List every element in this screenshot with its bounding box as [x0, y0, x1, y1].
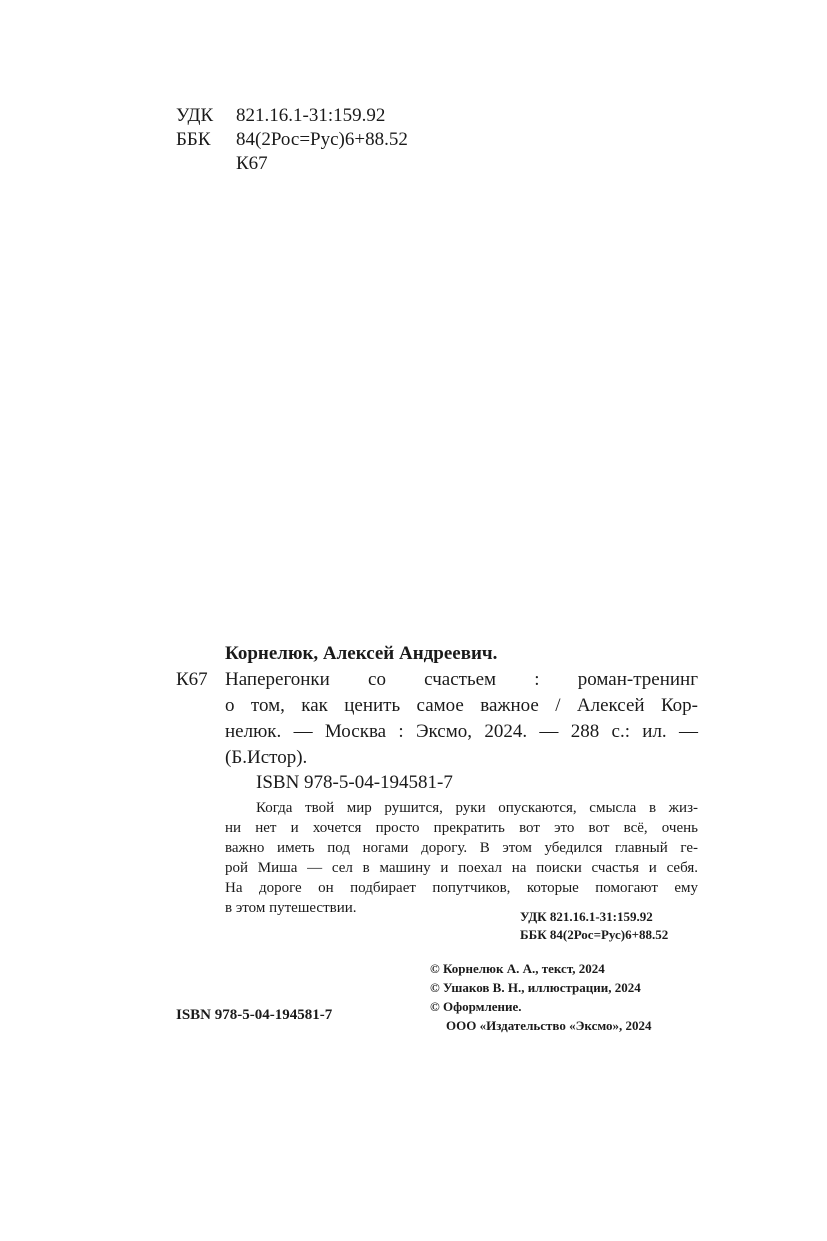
udk-label: УДК — [176, 105, 214, 126]
card-line: Наперегонки со счастьем : роман-тренинг — [225, 669, 698, 690]
card-line: (Б.Истор). — [225, 747, 308, 768]
annotation — [225, 798, 698, 918]
card-line: нелюк. — Москва : Эксмо, 2024. — 288 с.: ил. — — [225, 721, 698, 742]
annotation-line: Когда твой мир рушится, руки опускаются, смысла в жиз- — [256, 800, 698, 816]
author-mark-row — [176, 152, 268, 176]
bottom-udk: УДК 821.16.1-31:159.92 — [520, 909, 653, 924]
copyright-text: © Корнелюк А. А., текст, 2024 — [430, 961, 605, 976]
isbn-bottom: ISBN 978-5-04-194581-7 — [176, 1007, 333, 1023]
annotation-line: важно иметь под ногами дорогу. В этом убедился главный ге- — [225, 840, 698, 856]
udk-row — [176, 104, 385, 128]
copyright-publisher: ООО «Издательство «Эксмо», 2024 — [446, 1018, 652, 1033]
card-description — [225, 667, 698, 771]
copyright-illustrations: © Ушаков В. Н., иллюстрации, 2024 — [430, 980, 641, 995]
udk-value: 821.16.1-31:159.92 — [236, 105, 386, 126]
annotation-line: ни нет и хочется просто прекратить вот это вот всё, очень — [225, 820, 698, 836]
annotation-line: в этом путешествии. — [225, 900, 357, 916]
card-index: К67 — [176, 669, 208, 690]
bottom-bbk: ББК 84(2Рос=Рус)6+88.52 — [520, 927, 669, 942]
card-author: Корнелюк, Алексей Андреевич. — [225, 643, 498, 664]
bbk-row — [176, 128, 408, 152]
card-line: о том, как ценить самое важное / Алексей Кор- — [225, 695, 698, 716]
annotation-line: рой Миша — сел в машину и поехал на поиски счастья и себя. — [225, 860, 698, 876]
bbk-label: ББК — [176, 129, 211, 150]
author-mark: К67 — [236, 153, 268, 174]
bbk-value: 84(2Рос=Рус)6+88.52 — [236, 129, 408, 150]
card-isbn: ISBN 978-5-04-194581-7 — [256, 772, 453, 793]
annotation-line: На дороге он подбирает попутчиков, которые помогают ему — [225, 880, 698, 896]
copyright-design: © Оформление. — [430, 999, 522, 1014]
